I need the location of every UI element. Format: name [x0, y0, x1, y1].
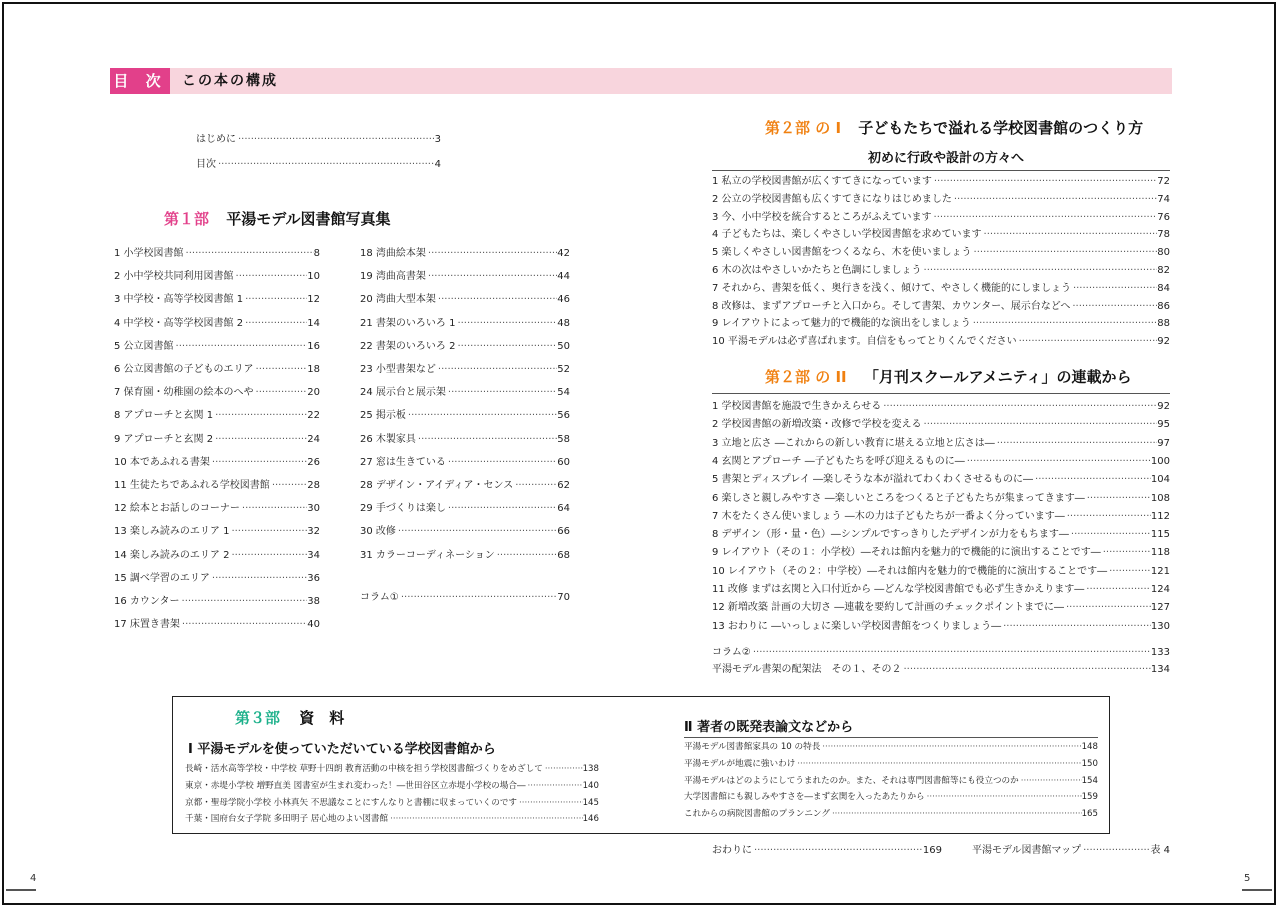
toc-entry-label: 9 アプローチと玄関 2 — [114, 433, 214, 445]
leader-dots — [1064, 602, 1151, 614]
toc-entry-page: 134 — [1150, 664, 1170, 675]
toc-entry-page: 44 — [557, 271, 570, 283]
part2a-rule — [712, 170, 1170, 171]
toc-entry[interactable] — [684, 741, 1098, 753]
part1-title: 平湯モデル図書館写真集 — [226, 210, 391, 228]
toc-entry-page: 121 — [1150, 565, 1170, 577]
toc-entry-page: 3 — [434, 134, 441, 145]
toc-entry-label: 4 中学校・高等学校図書館 2 — [114, 317, 244, 329]
leader-dots — [1069, 529, 1151, 541]
toc-entry-page: 115 — [1150, 529, 1170, 541]
toc-entry-page: 14 — [307, 317, 320, 329]
toc-entry[interactable] — [360, 526, 570, 538]
toc-entry[interactable] — [712, 456, 1170, 468]
toc-entry[interactable] — [712, 401, 1170, 413]
toc-entry-label: 7 保育園・幼稚園の絵本のへや — [114, 387, 254, 399]
leader-dots — [446, 457, 557, 469]
leader-dots — [1070, 301, 1157, 313]
toc-entry-label: 京都・聖母学院小学校 小林真矢 不思議なことにすんなりと書棚に収まっていくのです — [185, 797, 518, 808]
toc-entry-page: 32 — [307, 526, 320, 538]
toc-entry[interactable] — [712, 212, 1170, 224]
toc-entry-page: 104 — [1150, 474, 1170, 486]
leader-dots — [236, 134, 435, 146]
part2a-number: 第２部 の I — [765, 119, 842, 137]
toc-entry-label: 18 湾曲絵本架 — [360, 248, 426, 259]
toc-entry-column1[interactable]: コラム① ····· 70 — [360, 592, 570, 604]
toc-entry-page: 16 — [307, 340, 320, 352]
toc-entry-page: 34 — [307, 549, 320, 561]
toc-entry-label: 17 床置き書架 — [114, 619, 180, 631]
toc-entry-page: 95 — [1157, 419, 1170, 431]
leader-dots — [455, 341, 557, 353]
toc-entry[interactable] — [712, 529, 1170, 541]
toc-entry[interactable] — [712, 602, 1170, 614]
leader-dots — [881, 401, 1157, 413]
toc-entry[interactable] — [712, 664, 1170, 676]
leader-dots — [526, 780, 583, 792]
leader-dots — [234, 271, 308, 283]
toc-entry-label: 11 改修 まずは玄関と入口付近から ―どんな学校図書館でも必ず生きかえります― — [712, 584, 1085, 595]
toc-entry-label: 9 レイアウト（その１：小学校）―それは館内を魅力的で機能的に演出することです― — [712, 547, 1101, 559]
toc-entry[interactable] — [712, 176, 1170, 188]
toc-entry[interactable] — [114, 341, 320, 353]
toc-entry[interactable] — [712, 474, 1170, 486]
toc-entry[interactable] — [114, 387, 320, 399]
toc-entry[interactable] — [712, 301, 1170, 313]
leader-dots — [210, 457, 307, 469]
toc-entry-page: 86 — [1157, 300, 1170, 312]
toc-entry-label: 3 今、小中学校を統合するところがふえています — [712, 211, 932, 223]
toc-entry[interactable] — [684, 791, 1098, 803]
toc-entry[interactable] — [360, 364, 570, 376]
part3-heading — [235, 707, 344, 728]
toc-entry[interactable] — [712, 318, 1170, 330]
toc-entry[interactable] — [114, 457, 320, 469]
toc-entry-page: 92 — [1157, 401, 1170, 412]
toc-entry-page: 127 — [1150, 602, 1170, 614]
toc-entry-label: 1 小学校図書館 — [114, 248, 184, 259]
toc-entry-label: はじめに — [196, 134, 236, 145]
leader-dots — [446, 387, 557, 399]
toc-entry[interactable] — [360, 318, 570, 330]
toc-entry-label: 長崎・活水高等学校・中学校 草野十四朗 教育活動の中核を担う学校図書館づくりをめざして — [185, 764, 543, 774]
leader-dots — [1084, 584, 1151, 596]
leader-dots — [925, 791, 1082, 803]
toc-entry-label: 10 レイアウト（その２：中学校）―それは館内を魅力的で機能的に演出することです― — [712, 565, 1108, 577]
toc-entry-label: 10 本であふれる書架 — [114, 456, 210, 468]
toc-entry-page: 146 — [582, 814, 599, 825]
toc-entry[interactable] — [712, 547, 1170, 559]
toc-entry[interactable] — [712, 511, 1170, 523]
toc-entry-page: 80 — [1157, 247, 1170, 259]
toc-entry-label: 1 学校図書館を施設で生きかえらせる — [712, 401, 882, 412]
toc-entry-page: 154 — [1081, 775, 1098, 786]
leader-dots — [229, 526, 307, 538]
toc-entry-page: 60 — [557, 456, 570, 468]
page-marker-right — [1242, 889, 1272, 891]
toc-entry[interactable] — [360, 271, 570, 283]
leader-dots — [932, 212, 1158, 224]
toc-entry[interactable] — [712, 419, 1170, 431]
toc-entry[interactable] — [360, 341, 570, 353]
toc-entry-page: 26 — [307, 456, 320, 468]
leader-dots — [270, 480, 307, 492]
toc-entry-label: 6 楽しさと親しみやすさ ―楽しいところをつくると子どもたちが集まってきます― — [712, 492, 1085, 504]
toc-entry-label: 21 書架のいろいろ 1 — [360, 317, 456, 329]
leader-dots — [1107, 566, 1151, 578]
toc-entry[interactable] — [360, 503, 570, 515]
part1-number: 第１部 — [164, 210, 210, 228]
toc-entry-label: 29 手づくりは楽し — [360, 503, 446, 515]
toc-entry-label: 31 カラーコーディネーション — [360, 549, 495, 561]
toc-entry-label: 13 おわりに ―いっしょに楽しい学校図書館をつくりましょう― — [712, 620, 1002, 632]
leader-dots — [972, 247, 1158, 259]
part3-section1-title: Ⅰ 平湯モデルを使っていただいている学校図書館から — [188, 742, 496, 757]
leader-dots — [517, 797, 583, 809]
part3-section2-title: Ⅱ 著者の既発表論文などから — [684, 720, 854, 735]
toc-entry[interactable] — [360, 294, 570, 306]
toc-entry-page: 40 — [307, 619, 320, 631]
toc-entry-page: 138 — [582, 764, 599, 774]
toc-entry[interactable] — [185, 763, 599, 775]
toc-entry-page: 12 — [307, 294, 320, 306]
toc-entry[interactable] — [114, 503, 320, 515]
toc-entry-afterword[interactable]: おわりに ····· 169 — [712, 845, 942, 857]
leader-dots — [922, 419, 1158, 431]
part2b-heading — [765, 366, 1131, 387]
toc-entry[interactable] — [114, 248, 320, 260]
toc-entry-page: 78 — [1157, 229, 1170, 241]
toc-entry-page: 22 — [307, 410, 320, 422]
toc-entry[interactable] — [114, 596, 320, 608]
leader-dots — [184, 248, 314, 260]
toc-entry-label: 8 改修は、まずアプローチと入口から。そして書架、カウンター、展示台などへ — [712, 300, 1071, 312]
toc-entry-page: 82 — [1157, 265, 1170, 276]
toc-entry-label: コラム② — [712, 647, 751, 658]
leader-dots — [180, 596, 308, 608]
toc-entry[interactable] — [360, 550, 570, 562]
toc-entry-label: 平湯モデルが地震に強いわけ — [684, 758, 796, 769]
toc-entry[interactable] — [114, 550, 320, 562]
leader-dots — [922, 265, 1158, 277]
leader-dots — [254, 387, 308, 399]
part3-number: 第３部 — [235, 709, 281, 727]
leader-dots — [751, 647, 1151, 659]
leader-dots — [396, 526, 557, 538]
toc-entry-page: 50 — [557, 340, 570, 352]
leader-dots — [388, 813, 582, 825]
toc-entry-page: 88 — [1157, 318, 1170, 330]
toc-entry-page: 130 — [1150, 620, 1170, 632]
toc-entry-label: 19 湾曲高書架 — [360, 271, 426, 283]
toc-entry[interactable] — [360, 387, 570, 399]
toc-entry-page: 72 — [1157, 176, 1170, 187]
part2a-heading — [765, 117, 1143, 138]
toc-entry-page: 20 — [307, 387, 320, 399]
part2b-title: 「月刊スクールアメニティ」の連載から — [863, 368, 1132, 386]
toc-entry[interactable] — [114, 619, 320, 631]
toc-entry[interactable] — [684, 775, 1098, 787]
leader-dots — [213, 410, 307, 422]
toc-entry-page: 64 — [557, 503, 570, 515]
leader-dots — [495, 550, 558, 562]
toc-entry-page: 52 — [557, 364, 570, 375]
leader-dots — [971, 318, 1158, 330]
toc-entry[interactable] — [114, 294, 320, 306]
toc-entry-label: 1 私立の学校図書館が広くすてきになっています — [712, 176, 932, 187]
leader-dots — [1001, 621, 1151, 633]
toc-entry-map[interactable]: 平湯モデル図書館マップ ····· 表 4 — [972, 845, 1170, 857]
leader-dots — [952, 194, 1157, 206]
toc-entry-label: 23 小型書架など — [360, 364, 436, 375]
toc-entry-page: 159 — [1081, 792, 1098, 803]
part1-heading — [164, 208, 391, 229]
toc-entry-label: 20 湾曲大型本架 — [360, 294, 436, 306]
leader-dots — [210, 573, 307, 585]
toc-entry-label: 16 カウンター — [114, 596, 180, 607]
toc-entry-page: 108 — [1150, 492, 1170, 504]
leader-dots — [830, 808, 1082, 820]
toc-entry-label: 目次 — [196, 158, 216, 170]
leader-dots — [795, 758, 1081, 770]
toc-entry-label: 4 子どもたちは、楽しくやさしい学校図書館を求めています — [712, 229, 982, 241]
leader-dots — [1019, 775, 1082, 787]
leader-dots — [902, 664, 1151, 676]
leader-dots — [436, 294, 557, 306]
leader-dots — [1085, 493, 1151, 505]
leader-dots — [932, 176, 1157, 188]
leader-dots — [406, 410, 557, 422]
toc-entry-page: 54 — [557, 387, 570, 399]
toc-entry-page: 97 — [1157, 437, 1170, 449]
toc-entry[interactable] — [360, 480, 570, 492]
toc-entry-label: 東京・赤堤小学校 増野直美 図書室が生まれ変わった！―世田谷区立赤堤小学校の場合― — [185, 780, 526, 791]
toc-entry-label: 5 公立図書館 — [114, 340, 174, 352]
toc-entry[interactable] — [712, 584, 1170, 596]
toc-entry-page: 66 — [557, 526, 570, 538]
toc-entry-page: 140 — [582, 780, 599, 791]
toc-entry-label: 10 平湯モデルは必ず喜ばれます。自信をもってとりくんでください — [712, 336, 1017, 348]
toc-entry[interactable] — [360, 457, 570, 469]
leader-dots — [174, 341, 308, 353]
toc-entry-page: 28 — [307, 480, 320, 491]
leader-dots — [1101, 547, 1151, 559]
part2b-rule — [712, 393, 1170, 394]
toc-entry-label: 平湯モデル図書館家具の 10 の特長 — [684, 742, 821, 752]
toc-entry-page: 56 — [557, 410, 570, 422]
leader-dots — [543, 763, 583, 775]
leader-dots — [216, 159, 435, 171]
toc-entry-page: 24 — [307, 433, 320, 445]
leader-dots — [513, 480, 557, 492]
leader-dots — [254, 364, 308, 376]
toc-entry[interactable] — [114, 364, 320, 376]
toc-entry-page: 84 — [1157, 282, 1170, 294]
part3-section2-rule — [684, 737, 1098, 738]
leader-dots — [243, 294, 307, 306]
leader-dots — [436, 364, 557, 376]
toc-entry-label: 6 公立図書館の子どものエリア — [114, 364, 254, 375]
toc-entry-page: 150 — [1081, 758, 1098, 769]
part2b-number: 第２部 の II — [765, 368, 847, 386]
leader-dots — [446, 503, 557, 515]
toc-entry[interactable] — [712, 493, 1170, 505]
toc-entry[interactable] — [114, 434, 320, 446]
toc-entry-page: 112 — [1150, 510, 1170, 522]
leader-dots — [426, 248, 557, 260]
toc-entry-label: 15 調べ学習のエリア — [114, 572, 210, 584]
page-number-right: 5 — [1244, 873, 1251, 884]
toc-entry-label: 28 デザイン・アイディア・センス — [360, 480, 514, 491]
toc-entry[interactable] — [185, 780, 599, 792]
toc-entry[interactable] — [185, 797, 599, 809]
leader-dots — [213, 434, 307, 446]
toc-entry-label: 3 立地と広さ ―これからの新しい教育に堪える立地と広さは― — [712, 437, 995, 449]
part2a-subtitle: 初めに行政や設計の方々へ — [868, 151, 1025, 166]
toc-entry[interactable] — [185, 813, 599, 825]
toc-entry[interactable] — [712, 247, 1170, 259]
toc-entry-label: 12 新増改築 計画の大切さ ―連載を要約して計画のチェックポイントまでに― — [712, 602, 1064, 614]
toc-entry-page: 8 — [313, 248, 320, 259]
toc-entry[interactable] — [712, 566, 1170, 578]
toc-entry-label: 3 中学校・高等学校図書館 1 — [114, 294, 244, 306]
toc-entry[interactable] — [684, 808, 1098, 820]
toc-entry[interactable] — [712, 283, 1170, 295]
part3-title: 資 料 — [299, 709, 345, 727]
toc-entry-page: 30 — [307, 503, 320, 515]
toc-entry[interactable] — [360, 410, 570, 422]
toc-entry[interactable] — [114, 318, 320, 330]
toc-entry-label: 平湯モデル書架の配架法 その１、その２ — [712, 664, 902, 675]
toc-entry-label: 26 木製家具 — [360, 433, 416, 445]
toc-entry-page: 68 — [557, 549, 570, 561]
page-marker-left — [6, 889, 36, 891]
toc-entry-page: 46 — [557, 294, 570, 306]
toc-entry-label: 5 書架とディスプレイ ―楽しそうな本が溢れてわくわくさせるものに― — [712, 474, 1034, 486]
toc-entry-label: 30 改修 — [360, 526, 396, 538]
toc-entry-label: 千葉・国府台女子学院 多田明子 居心地のよい図書館 — [185, 814, 389, 825]
toc-entry-label: 6 木の次はやさしいかたちと色調にしましょう — [712, 265, 922, 276]
header-tag: 目 次 — [110, 68, 170, 94]
toc-entry-label: 11 生徒たちであふれる学校図書館 — [114, 480, 270, 491]
toc-entry-label: 5 楽しくやさしい図書館をつくるなら、木を使いましょう — [712, 247, 972, 259]
toc-entry-page: 124 — [1150, 584, 1170, 595]
toc-entry[interactable] — [114, 480, 320, 492]
toc-entry[interactable] — [114, 526, 320, 538]
toc-entry-label: 27 窓は生きている — [360, 456, 446, 468]
toc-entry-page: 42 — [557, 248, 570, 259]
toc-entry-page: 92 — [1157, 336, 1170, 348]
leader-dots — [180, 619, 307, 631]
toc-entry[interactable] — [114, 271, 320, 283]
leader-dots — [1033, 474, 1151, 486]
toc-entry-page: 74 — [1157, 193, 1170, 205]
toc-entry-page: 76 — [1157, 211, 1170, 223]
toc-entry-label: 2 小中学校共同利用図書館 — [114, 271, 234, 283]
toc-entry[interactable] — [712, 647, 1170, 659]
leader-dots — [455, 318, 557, 330]
leader-dots — [416, 434, 557, 446]
toc-entry[interactable] — [196, 134, 441, 146]
part2a-title: 子どもたちで溢れる学校図書館のつくり方 — [858, 119, 1144, 137]
toc-entry[interactable] — [684, 758, 1098, 770]
toc-entry[interactable] — [712, 194, 1170, 206]
leader-dots — [995, 438, 1158, 450]
toc-entry-page: 148 — [1081, 742, 1098, 752]
leader-dots — [1065, 511, 1151, 523]
leader-dots — [1071, 283, 1157, 295]
toc-entry-page: 100 — [1150, 455, 1170, 467]
leader-dots — [426, 271, 557, 283]
toc-entry[interactable] — [712, 265, 1170, 277]
toc-entry[interactable] — [360, 248, 570, 260]
leader-dots — [1017, 336, 1158, 348]
toc-entry-page: 4 — [434, 158, 441, 170]
toc-entry-page: 133 — [1150, 647, 1170, 658]
toc-entry-page: 145 — [582, 797, 599, 808]
toc-entry[interactable] — [712, 438, 1170, 450]
header-title: この本の構成 — [182, 73, 278, 89]
toc-entry-label: 13 楽しみ読みのエリア 1 — [114, 526, 230, 538]
toc-entry-page: 48 — [557, 317, 570, 329]
toc-entry-page: 38 — [307, 596, 320, 607]
toc-entry[interactable] — [712, 621, 1170, 633]
leader-dots — [243, 318, 307, 330]
leader-dots — [982, 229, 1158, 241]
leader-dots — [965, 456, 1151, 468]
toc-entry-page: 36 — [307, 572, 320, 584]
toc-entry[interactable] — [360, 434, 570, 446]
toc-entry-label: 25 掲示板 — [360, 410, 406, 422]
toc-entry-label: 22 書架のいろいろ 2 — [360, 340, 456, 352]
toc-entry-label: 12 絵本とお話しのコーナー — [114, 503, 240, 515]
toc-entry[interactable] — [114, 410, 320, 422]
toc-entry-label: 2 公立の学校図書館も広くすてきになりはじめました — [712, 193, 952, 205]
toc-entry-page: 62 — [557, 480, 570, 491]
toc-entry-label: 平湯モデルはどのようにしてうまれたのか。また、それは専門図書館等にも役立つのか — [684, 775, 1019, 786]
toc-entry[interactable] — [712, 229, 1170, 241]
leader-dots — [229, 550, 307, 562]
toc-entry-label: 9 レイアウトによって魅力的で機能的な演出をしましょう — [712, 318, 971, 330]
leader-dots — [820, 741, 1081, 753]
page-number-left: 4 — [30, 873, 37, 884]
toc-entry-label: これからの病院図書館のプランニング — [684, 809, 830, 820]
toc-entry-label: 8 アプローチと玄関 1 — [114, 410, 214, 422]
toc-entry-label: 4 玄関とアプローチ ―子どもたちを呼び迎えるものに― — [712, 455, 965, 467]
toc-entry-page: 118 — [1150, 547, 1170, 559]
toc-entry-label: 7 木をたくさん使いましょう ―木の力は子どもたちが一番よく分っています― — [712, 510, 1065, 522]
toc-entry-label: 24 展示台と展示架 — [360, 387, 446, 399]
toc-entry-label: 7 それから、書架を低く、奥行きを浅く、傾けて、やさしく機能的にしましょう — [712, 282, 1071, 294]
toc-entry-label: 14 楽しみ読みのエリア 2 — [114, 549, 230, 561]
toc-entry[interactable] — [114, 573, 320, 585]
toc-entry[interactable] — [196, 159, 441, 171]
toc-entry-page: 10 — [307, 271, 320, 283]
toc-entry-label: 2 学校図書館の新増改築・改修で学校を変える — [712, 419, 922, 431]
toc-entry-page: 165 — [1081, 809, 1098, 820]
toc-entry-label: 8 デザイン（形・量・色）―シンプルですっきりしたデザインが力をもちます― — [712, 529, 1069, 541]
toc-entry-page: 18 — [307, 364, 320, 375]
toc-entry-page: 58 — [557, 433, 570, 445]
leader-dots — [240, 503, 307, 515]
toc-entry-label: 大学図書館にも親しみやすさを―まず玄関を入ったあたりから — [684, 792, 925, 803]
toc-entry[interactable] — [712, 336, 1170, 348]
